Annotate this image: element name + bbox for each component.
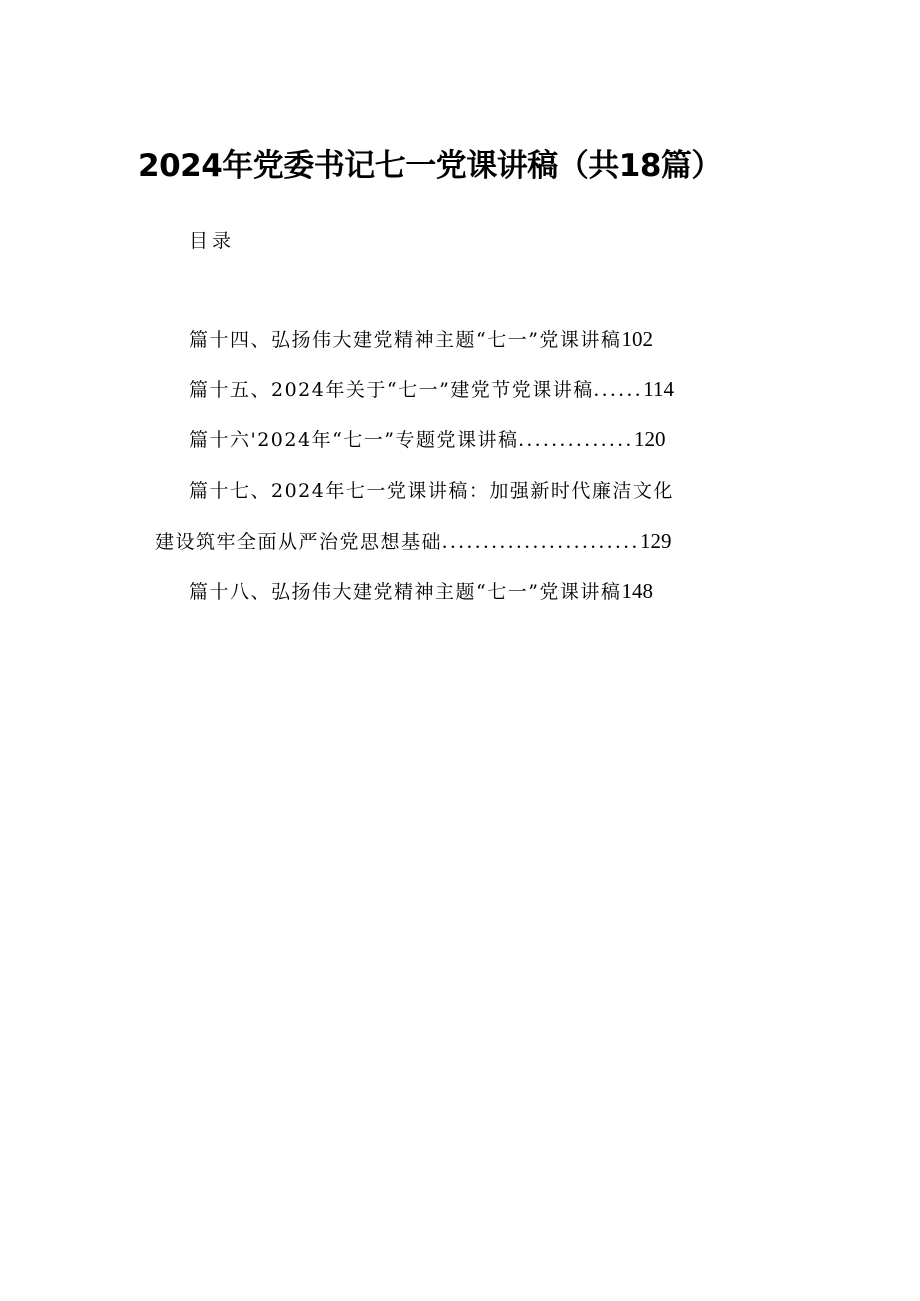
- toc-entry-18: [189, 577, 653, 604]
- toc-entry-leader: ......: [593, 377, 644, 401]
- toc-entry-page: 129: [640, 529, 672, 553]
- toc-entry-text: 篇十四、弘扬伟大建党精神主题“七一”党课讲稿: [189, 329, 622, 351]
- toc-entry-text: 篇十八、弘扬伟大建党精神主题“七一”党课讲稿: [189, 581, 622, 603]
- toc-entry-leader: ..............: [518, 427, 635, 451]
- document-title: 2024年党委书记七一党课讲稿（共18篇）: [138, 148, 722, 184]
- toc-entry-16: [189, 425, 666, 452]
- toc-entry-page: 148: [621, 579, 653, 603]
- toc-entry-14: [189, 325, 653, 352]
- toc-entry-text-line2: 建设筑牢全面从严治党思想基础: [155, 531, 443, 553]
- toc-entry-text: 篇十五、2024年关于“七一”建党节党课讲稿: [189, 379, 594, 401]
- toc-heading: 目录: [189, 230, 236, 252]
- toc-entry-15: [189, 375, 674, 402]
- toc-entry-page: 114: [643, 377, 675, 401]
- toc-entry-leader: ........................: [442, 529, 641, 553]
- toc-entry-text: 篇十七、2024年七一党课讲稿：加强新时代廉洁文化: [189, 480, 674, 502]
- toc-entry-page: 102: [621, 327, 653, 351]
- toc-entry-page: 120: [634, 427, 666, 451]
- toc-entry-17-continued: [155, 527, 672, 554]
- toc-entry-text: 篇十六'2024年“七一”专题党课讲稿: [189, 429, 519, 451]
- toc-entry-17: [189, 476, 674, 503]
